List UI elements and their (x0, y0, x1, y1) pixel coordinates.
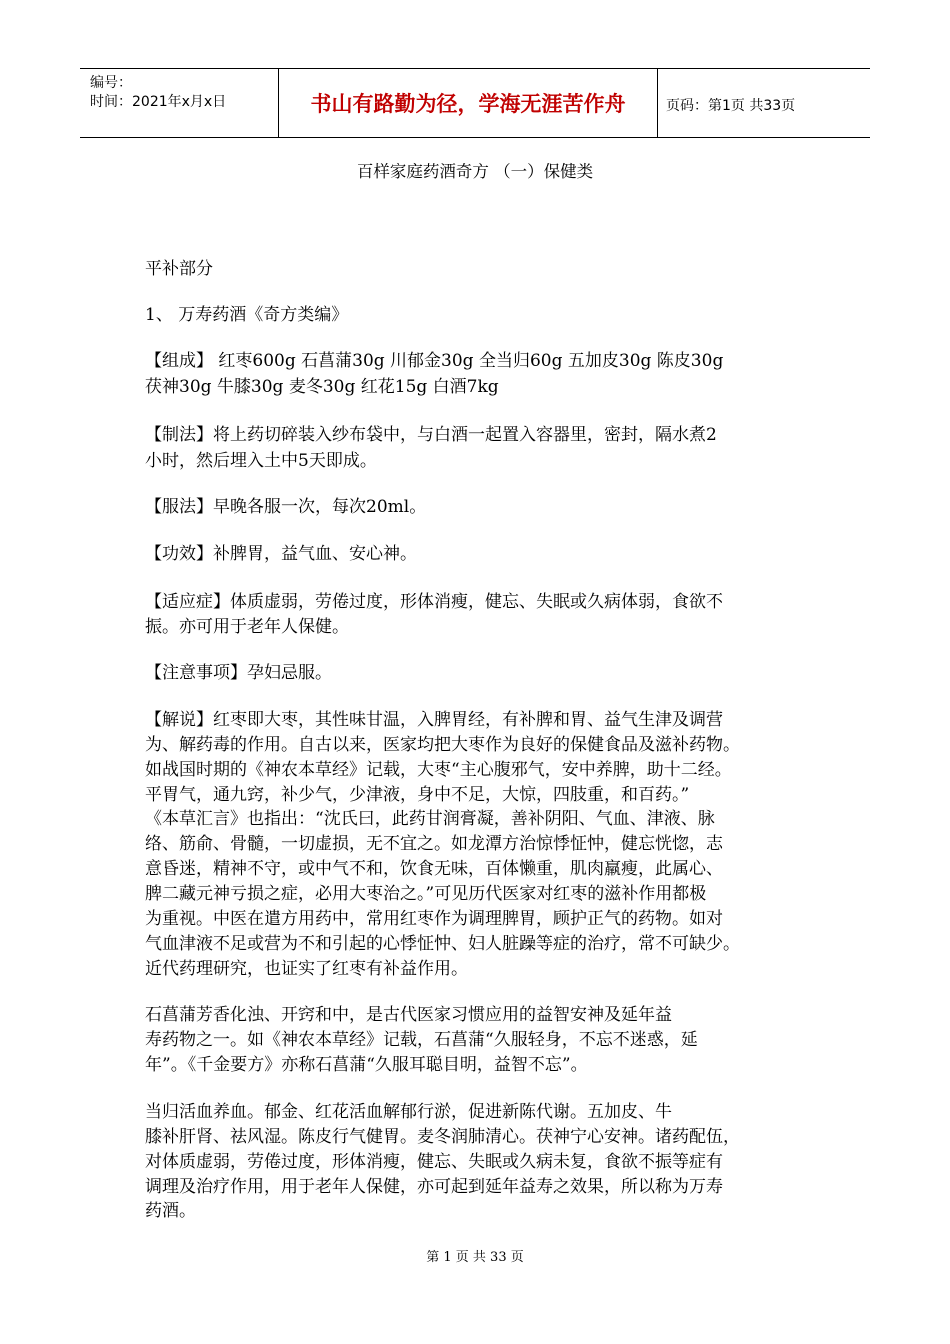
header-page-number: 页码：第1页 共33页 (666, 98, 796, 114)
text-line: 膝补肝肾、祛风湿。陈皮行气健胃。麦冬润肺清心。茯神宁心安神。诸药配伍， (145, 1127, 740, 1147)
text-line: 小时，然后埋入土中5天即成。 (145, 451, 377, 471)
text-line: 振。亦可用于老年人保健。 (145, 617, 349, 637)
text-line: 当归活血养血。郁金、红花活血解郁行淤，促进新陈代谢。五加皮、牛 (145, 1102, 672, 1122)
text-line: 【服法】早晚各服一次，每次20ml。 (145, 497, 427, 517)
text-line: 【解说】红枣即大枣，其性味甘温，入脾胃经，有补脾和胃、益气生津及调营 (145, 710, 723, 730)
text-line: 如战国时期的《神农本草经》记载，大枣“主心腹邪气，安中养脾，助十二经。 (145, 760, 732, 780)
text-line: 脾二藏元神亏损之症，必用大枣治之。”可见历代医家对红枣的滋补作用都极 (145, 884, 707, 904)
text-line: 近代药理研究，也证实了红枣有补益作用。 (145, 959, 468, 979)
page-header (80, 68, 870, 138)
text-line: 【注意事项】孕妇忌服。 (145, 663, 332, 683)
text-line: 意昏迷，精神不守，或中气不和，饮食无味，百体懒重，肌肉羸瘦，此属心、 (145, 859, 723, 879)
text-line: 络、筋俞、骨髓，一切虚损，无不宜之。如龙潭方治惊悸怔忡，健忘恍惚，志 (145, 834, 723, 854)
page-footer: 第 1 页 共 33 页 (426, 1250, 524, 1265)
section-heading: 平补部分 (145, 259, 213, 279)
time-label: 时间：2021年x月x日 (90, 94, 227, 110)
text-line: 【组成】 红枣600g 石菖蒲30g 川郁金30g 全当归60g 五加皮30g 陈皮30g (145, 351, 724, 371)
text-line: 【功效】补脾胃，益气血、安心神。 (145, 544, 417, 564)
text-line: 寿药物之一。如《神农本草经》记载，石菖蒲“久服轻身，不忘不迷惑，延 (145, 1030, 698, 1050)
text-line: 气血津液不足或营为不和引起的心悸怔忡、妇人脏躁等症的治疗，常不可缺少。 (145, 934, 740, 954)
document-title: 百样家庭药酒奇方 （一）保健类 (356, 162, 594, 181)
header-motto: 书山有路勤为径，学海无涯苦作舟 (279, 69, 658, 137)
recipe-heading: 1、 万寿药酒《奇方类编》 (145, 305, 349, 325)
text-line: 平胃气，通九窍，补少气，少津液，身中不足，大惊，四肢重，和百药。” (145, 785, 690, 805)
text-line: 调理及治疗作用，用于老年人保健，亦可起到延年益寿之效果，所以称为万寿 (145, 1177, 723, 1197)
text-line: 为重视。中医在遣方用药中，常用红枣作为调理脾胃，顾护正气的药物。如对 (145, 909, 723, 929)
text-line: 药酒。 (145, 1201, 196, 1221)
header-meta-cell (80, 69, 279, 137)
text-line: 年”。《千金要方》亦称石菖蒲“久服耳聪目明，益智不忘”。 (145, 1055, 588, 1075)
text-line: 对体质虚弱，劳倦过度，形体消瘦，健忘、失眠或久病未复，食欲不振等症有 (145, 1152, 723, 1172)
text-line: 【适应症】体质虚弱，劳倦过度，形体消瘦，健忘、失眠或久病体弱，食欲不 (145, 592, 723, 612)
number-label: 编号： (90, 75, 132, 91)
text-line: 《本草汇言》也指出：“沈氏曰，此药甘润膏凝，善补阴阳、气血、津液、脉 (145, 809, 715, 829)
text-line: 石菖蒲芳香化浊、开窍和中，是古代医家习惯应用的益智安神及延年益 (145, 1005, 672, 1025)
text-line: 茯神30g 牛膝30g 麦冬30g 红花15g 白酒7kg (145, 377, 499, 397)
text-line: 为、解药毒的作用。自古以来，医家均把大枣作为良好的保健食品及滋补药物。 (145, 735, 740, 755)
text-line: 【制法】将上药切碎装入纱布袋中，与白酒一起置入容器里，密封，隔水煮2 (145, 425, 717, 445)
